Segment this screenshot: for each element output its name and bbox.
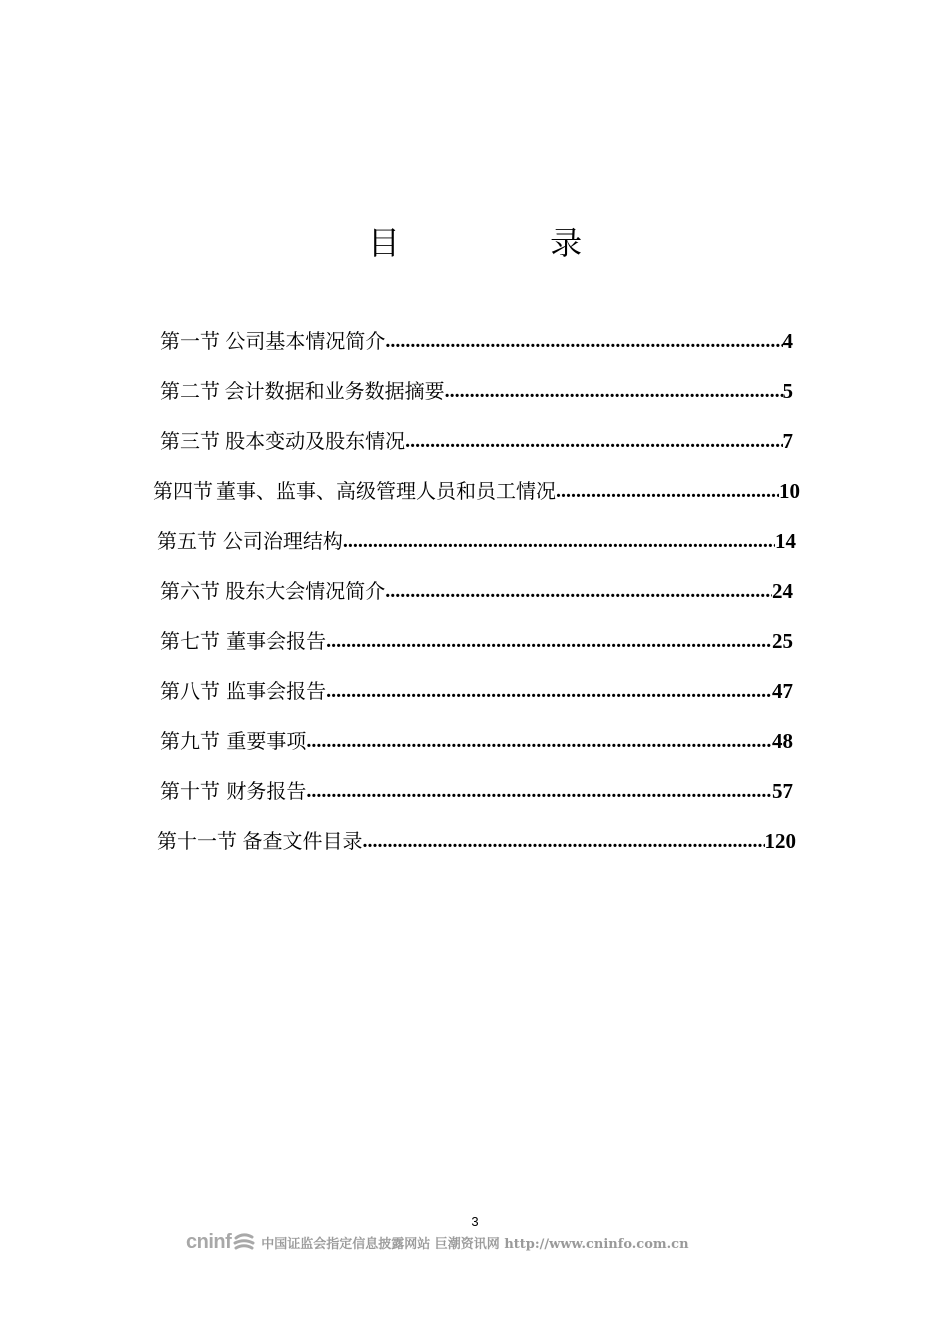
toc-section: 第七节 (160, 629, 220, 653)
logo-text: cninf (186, 1230, 232, 1253)
toc-title: 董事、监事、高级管理人员和员工情况 (216, 479, 557, 503)
toc-section: 第三节 (160, 429, 220, 453)
toc-section: 第二节 (160, 379, 220, 403)
toc-entry[interactable] (157, 522, 796, 556)
toc-title: 董事会报告 (226, 629, 327, 653)
toc-page: 14 (775, 529, 796, 553)
toc-section: 第十一节 (157, 829, 237, 853)
toc-title: 公司治理结构 (222, 529, 343, 553)
footer-text: 中国证监会指定信息披露网站 巨潮资讯网 http://www.cninfo.com.cn (261, 1236, 689, 1252)
toc-title: 公司基本情况简介 (225, 329, 386, 353)
toc-title: 财务报告 (226, 779, 307, 803)
toc-entry[interactable] (160, 672, 793, 706)
toc-page: 25 (772, 629, 793, 653)
toc-leader-dots (385, 326, 782, 356)
toc-section: 第五节 (157, 529, 217, 553)
toc-leader-dots (326, 626, 772, 656)
toc-page: 5 (782, 379, 793, 403)
toc-entry[interactable] (160, 372, 793, 406)
toc-entry[interactable] (160, 722, 793, 756)
toc-title: 备查文件目录 (242, 829, 363, 853)
toc-title: 股东大会情况简介 (225, 579, 386, 603)
page-title: 目 录 (367, 224, 653, 262)
toc-section: 第一节 (160, 329, 220, 353)
toc-title: 股本变动及股东情况 (225, 429, 406, 453)
toc-leader-dots (362, 826, 764, 856)
toc-page: 120 (764, 829, 796, 853)
toc-page: 4 (782, 329, 793, 353)
toc-entry[interactable] (160, 772, 793, 806)
toc-page: 10 (779, 479, 800, 503)
toc-page: 48 (772, 729, 793, 753)
toc-page: 7 (782, 429, 793, 453)
footer-watermark (186, 1229, 689, 1255)
toc-leader-dots (405, 426, 782, 456)
toc-section: 第九节 (160, 729, 220, 753)
toc-entry[interactable] (160, 572, 793, 606)
toc-page: 57 (772, 779, 793, 803)
toc-leader-dots (556, 476, 779, 506)
toc-entry[interactable] (153, 472, 800, 506)
toc-leader-dots (326, 676, 772, 706)
toc-page: 47 (772, 679, 793, 703)
toc-entry[interactable] (157, 822, 796, 856)
toc-entry[interactable] (160, 322, 793, 356)
toc-leader-dots (445, 376, 783, 406)
toc-page: 24 (772, 579, 793, 603)
cninfo-logo-icon (233, 1233, 255, 1251)
toc-leader-dots (306, 776, 772, 806)
cninfo-logo (186, 1231, 261, 1254)
toc-leader-dots (385, 576, 772, 606)
toc-title: 重要事项 (226, 729, 307, 753)
toc-leader-dots (343, 526, 775, 556)
toc-leader-dots (306, 726, 772, 756)
toc-section: 第八节 (160, 679, 220, 703)
toc-section: 第十节 (160, 779, 220, 803)
toc-entry[interactable] (160, 622, 793, 656)
toc-section: 第四节 (153, 479, 213, 503)
toc-section: 第六节 (160, 579, 220, 603)
toc-entry[interactable] (160, 422, 793, 456)
page-number: 3 (471, 1214, 479, 1229)
toc-title: 监事会报告 (226, 679, 327, 703)
toc-title: 会计数据和业务数据摘要 (224, 379, 445, 403)
